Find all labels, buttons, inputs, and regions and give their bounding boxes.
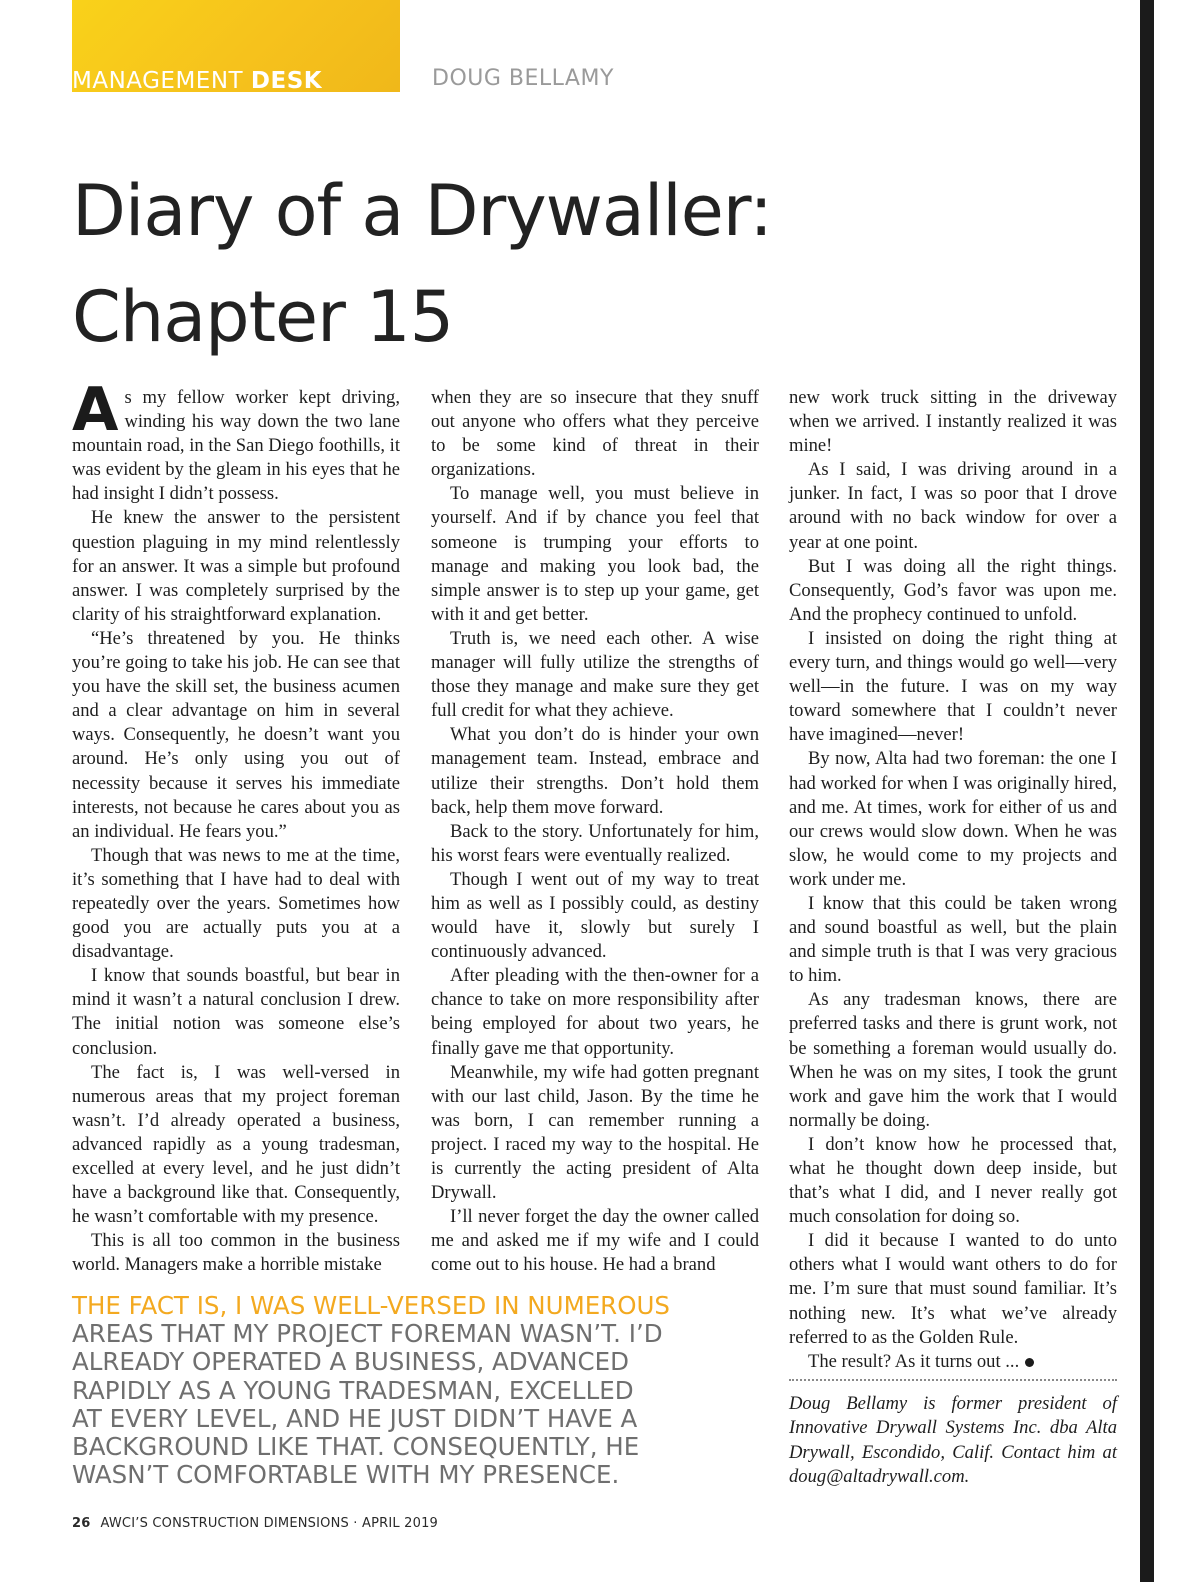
section-label-light: MANAGEMENT bbox=[72, 68, 251, 90]
paragraph: I’ll never forget the day the owner called me and asked me if my wife and I could come out to his house. He had a brand bbox=[431, 1206, 759, 1276]
paragraph: The fact is, I was well-versed in numerous areas that my project foreman wasn’t. I’d already operated a business, advanced rapidly as a young tradesman, excelled at every level, and he just didn’t have a background like that. Consequently, he wasn’t comfortable with my presence. bbox=[72, 1061, 400, 1228]
paragraph: “He’s threatened by you. He thinks you’re going to take his job. He can see that you have the skill set, the business acumen and a clear advantage on him in several ways. Consequently, he doesn’t want you around. He’s only using you out of necessity because it serves his immediate interests, not because he cares about you as an individual. He fears you.” bbox=[72, 627, 400, 842]
paragraph: Meanwhile, my wife had gotten pregnant with our last child, Jason. By the time he was born, I can remember running a project. I raced my way to the hospital. He is currently the acting president of Alta Drywall. bbox=[431, 1061, 759, 1204]
paragraph: To manage well, you must believe in yourself. And if by chance you feel that someone is trumping your efforts to manage and making you look bad, the simple answer is to step up your game, get with it and get better. bbox=[431, 483, 759, 625]
paragraph: This is all too common in the business world. Managers make a horrible mistake bbox=[72, 1230, 400, 1276]
paragraph: I did it because I wanted to do unto others what I would want others to do for me. I’m sure that must sound familiar. It’s nothing new. It’s what we’ve already referred to as the Golden Rule. bbox=[789, 1230, 1117, 1348]
paragraph: Though that was news to me at the time, it’s something that I have had to deal with repeatedly over the years. Sometimes how good you are actually puts you at a disadvantage. bbox=[72, 844, 400, 963]
bio-divider bbox=[789, 1379, 1117, 1381]
page-edge-bar bbox=[1140, 0, 1154, 1582]
paragraph: I know that this could be taken wrong and sound boastful as well, but the plain and simple truth is that I was very gracious to him. bbox=[789, 892, 1117, 987]
paragraph: I know that sounds boastful, but bear in mind it wasn’t a natural conclusion I drew. The initial notion was someone else’s conclusion. bbox=[72, 965, 400, 1059]
page-footer bbox=[72, 1516, 438, 1531]
paragraph: Though I went out of my way to treat him as well as I possibly could, as destiny would have it, slowly but surely I continuously advanced. bbox=[431, 868, 759, 963]
paragraph: I insisted on doing the right thing at every turn, and things would go well—very well—in the future. I was on my way toward somewhere that I couldn’t never have imagined—never! bbox=[789, 627, 1117, 746]
paragraph: But I was doing all the right things. Consequently, God’s favor was upon me. And the prophecy continued to unfold. bbox=[789, 555, 1117, 625]
paragraph: After pleading with the then-owner for a chance to take on more responsibility after being employed for about two years, he finally gave me that opportunity. bbox=[431, 965, 759, 1059]
paragraph-text: s my fellow worker kept driving, winding his way down the two lane mountain road, in the San Diego foothills, it was evident by the gleam in his eyes that he had insight I didn’t possess. bbox=[72, 387, 400, 505]
page-number: 26 bbox=[72, 1516, 91, 1531]
paragraph: What you don’t do is hinder your own management team. Instead, embrace and utilize their strengths. Don’t hold them back, help them move forward. bbox=[431, 724, 759, 818]
paragraph: I don’t know how he processed that, what he thought down deep inside, but that’s what I did, and I never really got much consolation for doing so. bbox=[789, 1133, 1117, 1228]
article-column-3 bbox=[789, 386, 1117, 1374]
publication-info: AWCI’S CONSTRUCTION DIMENSIONS · APRIL 2019 bbox=[100, 1516, 439, 1531]
paragraph-text: The result? As it turns out ... bbox=[808, 1350, 1020, 1372]
article-title: Diary of a Drywaller: Chapter 15 bbox=[72, 170, 772, 358]
author-bio: Doug Bellamy is former president of Innovative Drywall Systems Inc. dba Alta Drywall, Escondido, Calif. Contact him at doug@altadrywall.com. bbox=[789, 1393, 1117, 1488]
paragraph: new work truck sitting in the driveway when we arrived. I instantly realized it was mine! bbox=[789, 387, 1117, 457]
paragraph: By now, Alta had two foreman: the one I had worked for when I was originally hired, and me. At times, work for either of us and our crews would slow down. When he was slow, he would come to my projects and work under me. bbox=[789, 748, 1117, 890]
paragraph bbox=[789, 1350, 1117, 1374]
paragraph: As I said, I was driving around in a junker. In fact, I was so poor that I drove around with no back window for over a year at one point. bbox=[789, 459, 1117, 553]
paragraph: Back to the story. Unfortunately for him, his worst fears were eventually realized. bbox=[431, 820, 759, 866]
pull-quote-text: AREAS THAT MY PROJECT FOREMAN WASN’T. I’D ALREADY OPERATED A BUSINESS, ADVANCED RAPIDLY AS A YOUNG TRADESMAN, EXCELLED AT EVERY LEVEL, AND HE JUST DIDN’T HAVE A BACKGROUND LIKE THAT. CONSEQUENTLY, HE WASN’T COMFORTABLE WITH MY PRESENCE. bbox=[72, 1319, 663, 1490]
paragraph bbox=[72, 375, 400, 506]
article-column-2 bbox=[431, 386, 759, 1277]
section-label-bold: DESK bbox=[250, 68, 323, 90]
author-byline: DOUG BELLAMY bbox=[432, 66, 614, 91]
pull-quote bbox=[72, 1292, 712, 1489]
pull-quote-accent: THE FACT IS, I WAS WELL-VERSED IN NUMEROUS bbox=[72, 1291, 670, 1320]
article-column-1 bbox=[72, 375, 400, 1277]
paragraph: when they are so insecure that they snuff out anyone who offers what they perceive to be some kind of threat in their organizations. bbox=[431, 387, 759, 481]
drop-cap: A bbox=[72, 375, 119, 445]
paragraph: Truth is, we need each other. A wise manager will fully utilize the strengths of those they manage and make sure they get full credit for what they achieve. bbox=[431, 627, 759, 722]
section-label bbox=[72, 64, 322, 90]
paragraph: As any tradesman knows, there are preferred tasks and there is grunt work, not be something a foreman would usually do. When he was on my sites, I took the grunt work and gave him the work that I would normally be doing. bbox=[789, 989, 1117, 1131]
paragraph: He knew the answer to the persistent question plaguing in my mind relentlessly for an answer. It was a simple but profound answer. I was completely surprised by the clarity of his straightforward explanation. bbox=[72, 507, 400, 625]
end-mark-icon bbox=[1025, 1358, 1034, 1367]
